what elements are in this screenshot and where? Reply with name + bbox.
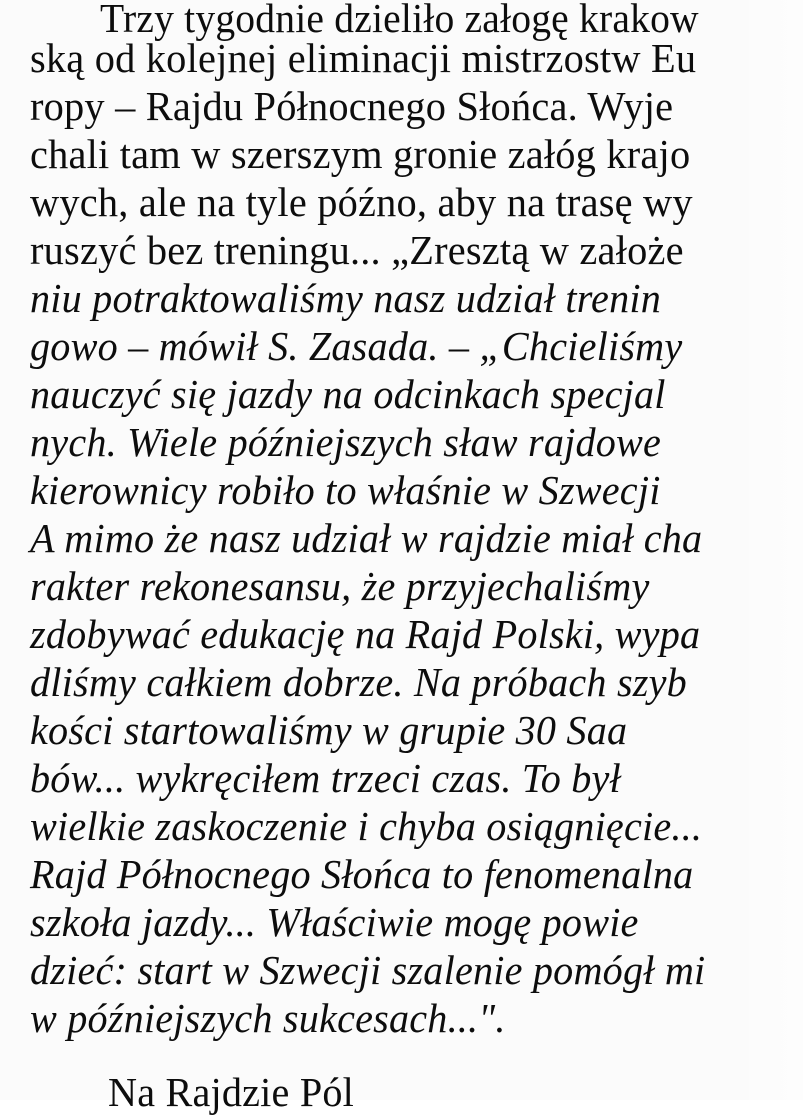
text-line-19: Rajd Północnego Słońca to fenomenalna [30, 851, 694, 897]
text-line-17: bów... wykręciłem trzeci czas. To był [30, 755, 621, 801]
text-line-16: kości startowaliśmy w grupie 30 Saa [30, 707, 628, 753]
text-line-22: w późniejszych sukcesach...". [30, 995, 506, 1041]
text-line-3: ropy – Rajdu Północnego Słońca. Wyje [30, 83, 674, 129]
text-line-2: ską od kolejnej eliminacji mistrzostw Eu [30, 35, 697, 81]
text-line-21: dzieć: start w Szwecji szalenie pomógł mi [30, 947, 706, 993]
text-line-10: nych. Wiele późniejszych sław rajdowe [30, 419, 662, 465]
text-line-14: zdobywać edukację na Rajd Polski, wypa [30, 611, 701, 657]
text-line-13: rakter rekonesansu, że przyjechaliśmy [30, 563, 650, 609]
text-line-12: A mimo że nasz udział w rajdzie miał cha [30, 515, 703, 561]
text-line-5: wych, ale na tyle późno, aby na trasę wy [30, 179, 693, 225]
text-line-9: nauczyć się jazdy na odcinkach specjal [30, 371, 666, 417]
text-line-4: chali tam w szerszym gronie załóg krajo [30, 131, 691, 177]
text-line-7: niu potraktowaliśmy nasz udział trenin [30, 275, 662, 321]
text-line-11: kierownicy robiło to właśnie w Szwecji [30, 467, 661, 513]
text-line-23-cut: Na Rajdzie Pól [108, 1069, 355, 1115]
text-line-18: wielkie zaskoczenie i chyba osiągnięcie... [30, 803, 703, 849]
text-line-20: szkoła jazdy... Właściwie mogę powie [30, 899, 639, 945]
text-line-8: gowo – mówił S. Zasada. – „Chcieliśmy [30, 323, 683, 369]
text-line-1: Trzy tygodnie dzieliło załogę krakow [100, 0, 699, 41]
text-line-15: dliśmy całkiem dobrze. Na próbach szyb [30, 659, 687, 705]
text-line-6: ruszyć bez treningu... „Zresztą w założe [30, 227, 684, 273]
